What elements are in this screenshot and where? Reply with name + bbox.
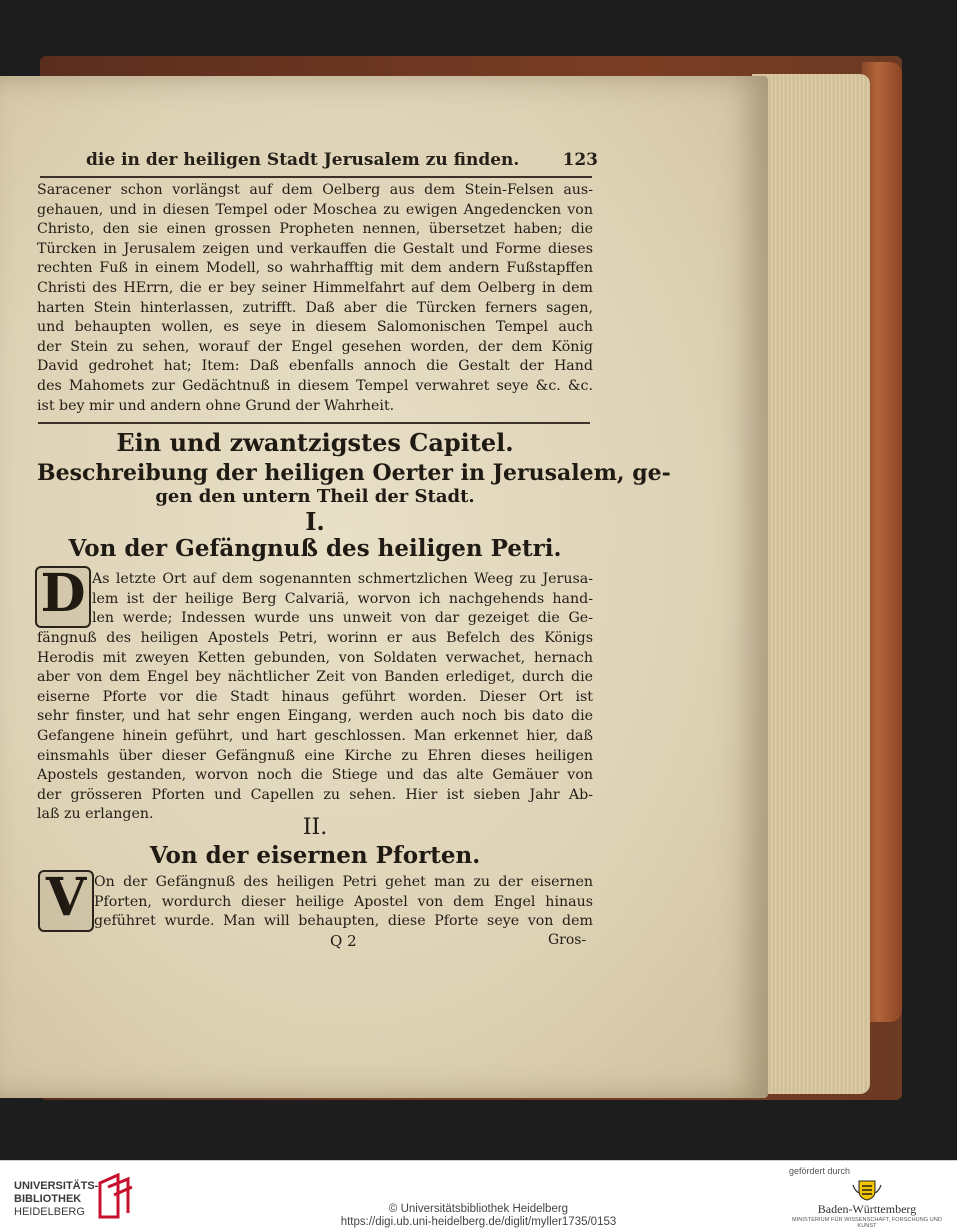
text-line: ist bey mir und andern ohne Grund der Wahrheit. bbox=[37, 397, 395, 414]
running-head-title: die in der heiligen Stadt Jerusalem zu finden. bbox=[86, 150, 520, 170]
text-line: gehauen, und in diesen Tempel oder Moschea zu ewigen Angedencken von bbox=[37, 201, 593, 218]
state-crest-icon bbox=[850, 1179, 884, 1201]
text-line: On der Gefängnuß des heiligen Petri gehet man zu der eisernen bbox=[94, 874, 593, 890]
text-line: und behaupten wollen, es seye in diesem Salomonischen Tempel auch bbox=[37, 319, 593, 336]
chapter-heading: Ein und zwantzigstes Capitel. bbox=[116, 428, 514, 457]
library-name-line-1: UNIVERSITÄTS- bbox=[14, 1180, 99, 1192]
text-line: Christi des HErrn, die er bey seiner Himmelfahrt auf dem Oelberg in dem bbox=[37, 279, 593, 296]
paragraph-continuation bbox=[37, 181, 593, 416]
section-2-text bbox=[94, 873, 593, 932]
sponsor-state: Baden-Württemberg bbox=[817, 1202, 917, 1216]
section-rule bbox=[38, 422, 590, 424]
text-line: David gedrohet hat; Item: Daß ebenfalls annoch die Gestalt der Hand bbox=[37, 358, 593, 375]
library-name-line-3: HEIDELBERG bbox=[14, 1206, 85, 1218]
sponsor-label: gefördert durch bbox=[789, 1166, 851, 1176]
text-line: Christo, den sie einen grossen Propheten nennen, übersetzet haben; die bbox=[37, 221, 593, 238]
dropcap-d: D bbox=[35, 566, 91, 628]
text-line: Saracener schon vorlängst auf dem Oelberg aus dem Stein-Felsen aus- bbox=[37, 182, 593, 198]
text-line: des Mahomets zur Gedächtnuß in diesem Tempel verwahret seye &c. &c. bbox=[37, 377, 593, 394]
running-header bbox=[86, 150, 598, 170]
text-line: Apostels gestanden, worvon noch die Stiege und das alte Gemäuer von bbox=[37, 767, 593, 784]
sponsor-block[interactable] bbox=[787, 1166, 947, 1229]
text-line: Herodis mit zweyen Ketten gebunden, von Soldaten verwachet, hernach bbox=[37, 649, 593, 666]
text-line: geführet wurde. Man will behaupten, diese Pforte seye von dem bbox=[94, 913, 593, 930]
permalink-url[interactable]: https://digi.ub.uni-heidelberg.de/diglit/myller1735/0153 bbox=[340, 1216, 617, 1228]
text-line: Türcken in Jerusalem zeigen und verkauffen die Gestalt und Forme dieses bbox=[37, 240, 593, 257]
chapter-subtitle-line-2: gen den untern Theil der Stadt. bbox=[155, 486, 475, 507]
text-line: der Stein zu sehen, worauf der Engel gesehen worden, der dem König bbox=[37, 338, 593, 355]
section-1-text-indented bbox=[92, 570, 593, 629]
text-line: harten Stein hinterlassen, zutrifft. Daß aber die Türcken ferners sagen, bbox=[37, 299, 593, 316]
text-line: Gefangene hinein geführt, und hart geschlossen. Man erkennet hier, daß bbox=[37, 727, 593, 744]
page-edges bbox=[752, 74, 870, 1094]
sponsor-ministry: MINISTERIUM FÜR WISSENSCHAFT, FORSCHUNG UND KUNST bbox=[791, 1217, 943, 1229]
library-name-line-2: BIBLIOTHEK bbox=[14, 1193, 82, 1205]
header-rule bbox=[40, 176, 592, 178]
text-line: aber von dem Engel bey nächtlicher Zeit von Banden erlediget, durch die bbox=[37, 669, 593, 686]
footer-bar bbox=[0, 1160, 957, 1230]
section-number-2: II. bbox=[302, 815, 328, 840]
text-line: fängnuß des heiligen Apostels Petri, worinn er aus Befelch des Königs bbox=[37, 630, 593, 646]
chapter-subtitle-line-1: Beschreibung der heiligen Oerter in Jerusalem, ge- bbox=[37, 460, 671, 486]
catchword: Gros- bbox=[548, 932, 587, 948]
section-1-text bbox=[37, 629, 593, 825]
page-number: 123 bbox=[562, 150, 598, 170]
signature-mark: Q 2 bbox=[330, 932, 357, 950]
text-line: laß zu erlangen. bbox=[37, 806, 154, 823]
section-number-1: I. bbox=[305, 507, 325, 536]
dropcap-v: V bbox=[38, 870, 94, 932]
section-title-1: Von der Gefängnuß des heiligen Petri. bbox=[68, 535, 562, 562]
text-line: einsmahls über dieser Gefängnuß eine Kirche zu Ehren dieses heiligen bbox=[37, 747, 593, 764]
text-line: len werde; Indessen wurde uns unweit von dar gezeiget die Ge- bbox=[92, 610, 593, 627]
text-line: rechten Fuß in einem Modell, so wahrhafftig mit dem andern Fußstapffen bbox=[37, 260, 593, 277]
text-line: lem ist der heilige Berg Calvariä, worvon ich nachgehends hand- bbox=[92, 590, 593, 607]
text-line: Pforten, wordurch dieser heilige Apostel von dem Engel hinaus bbox=[94, 893, 593, 910]
copyright-text: © Universitätsbibliothek Heidelberg bbox=[388, 1203, 569, 1215]
text-line: der grösseren Pforten und Capellen zu sehen. Hier ist sieben Jahr Ab- bbox=[37, 786, 593, 803]
text-line: eiserne Pforte vor die Stadt hinaus geführt worden. Dieser Ort ist bbox=[37, 688, 593, 705]
text-line: As letzte Ort auf dem sogenannten schmertzlichen Weeg zu Jerusa- bbox=[92, 571, 593, 587]
section-title-2: Von der eisernen Pforten. bbox=[149, 842, 481, 869]
text-line: sehr finster, und hat sehr engen Eingang, werden auch noch bis dato die bbox=[37, 708, 593, 725]
